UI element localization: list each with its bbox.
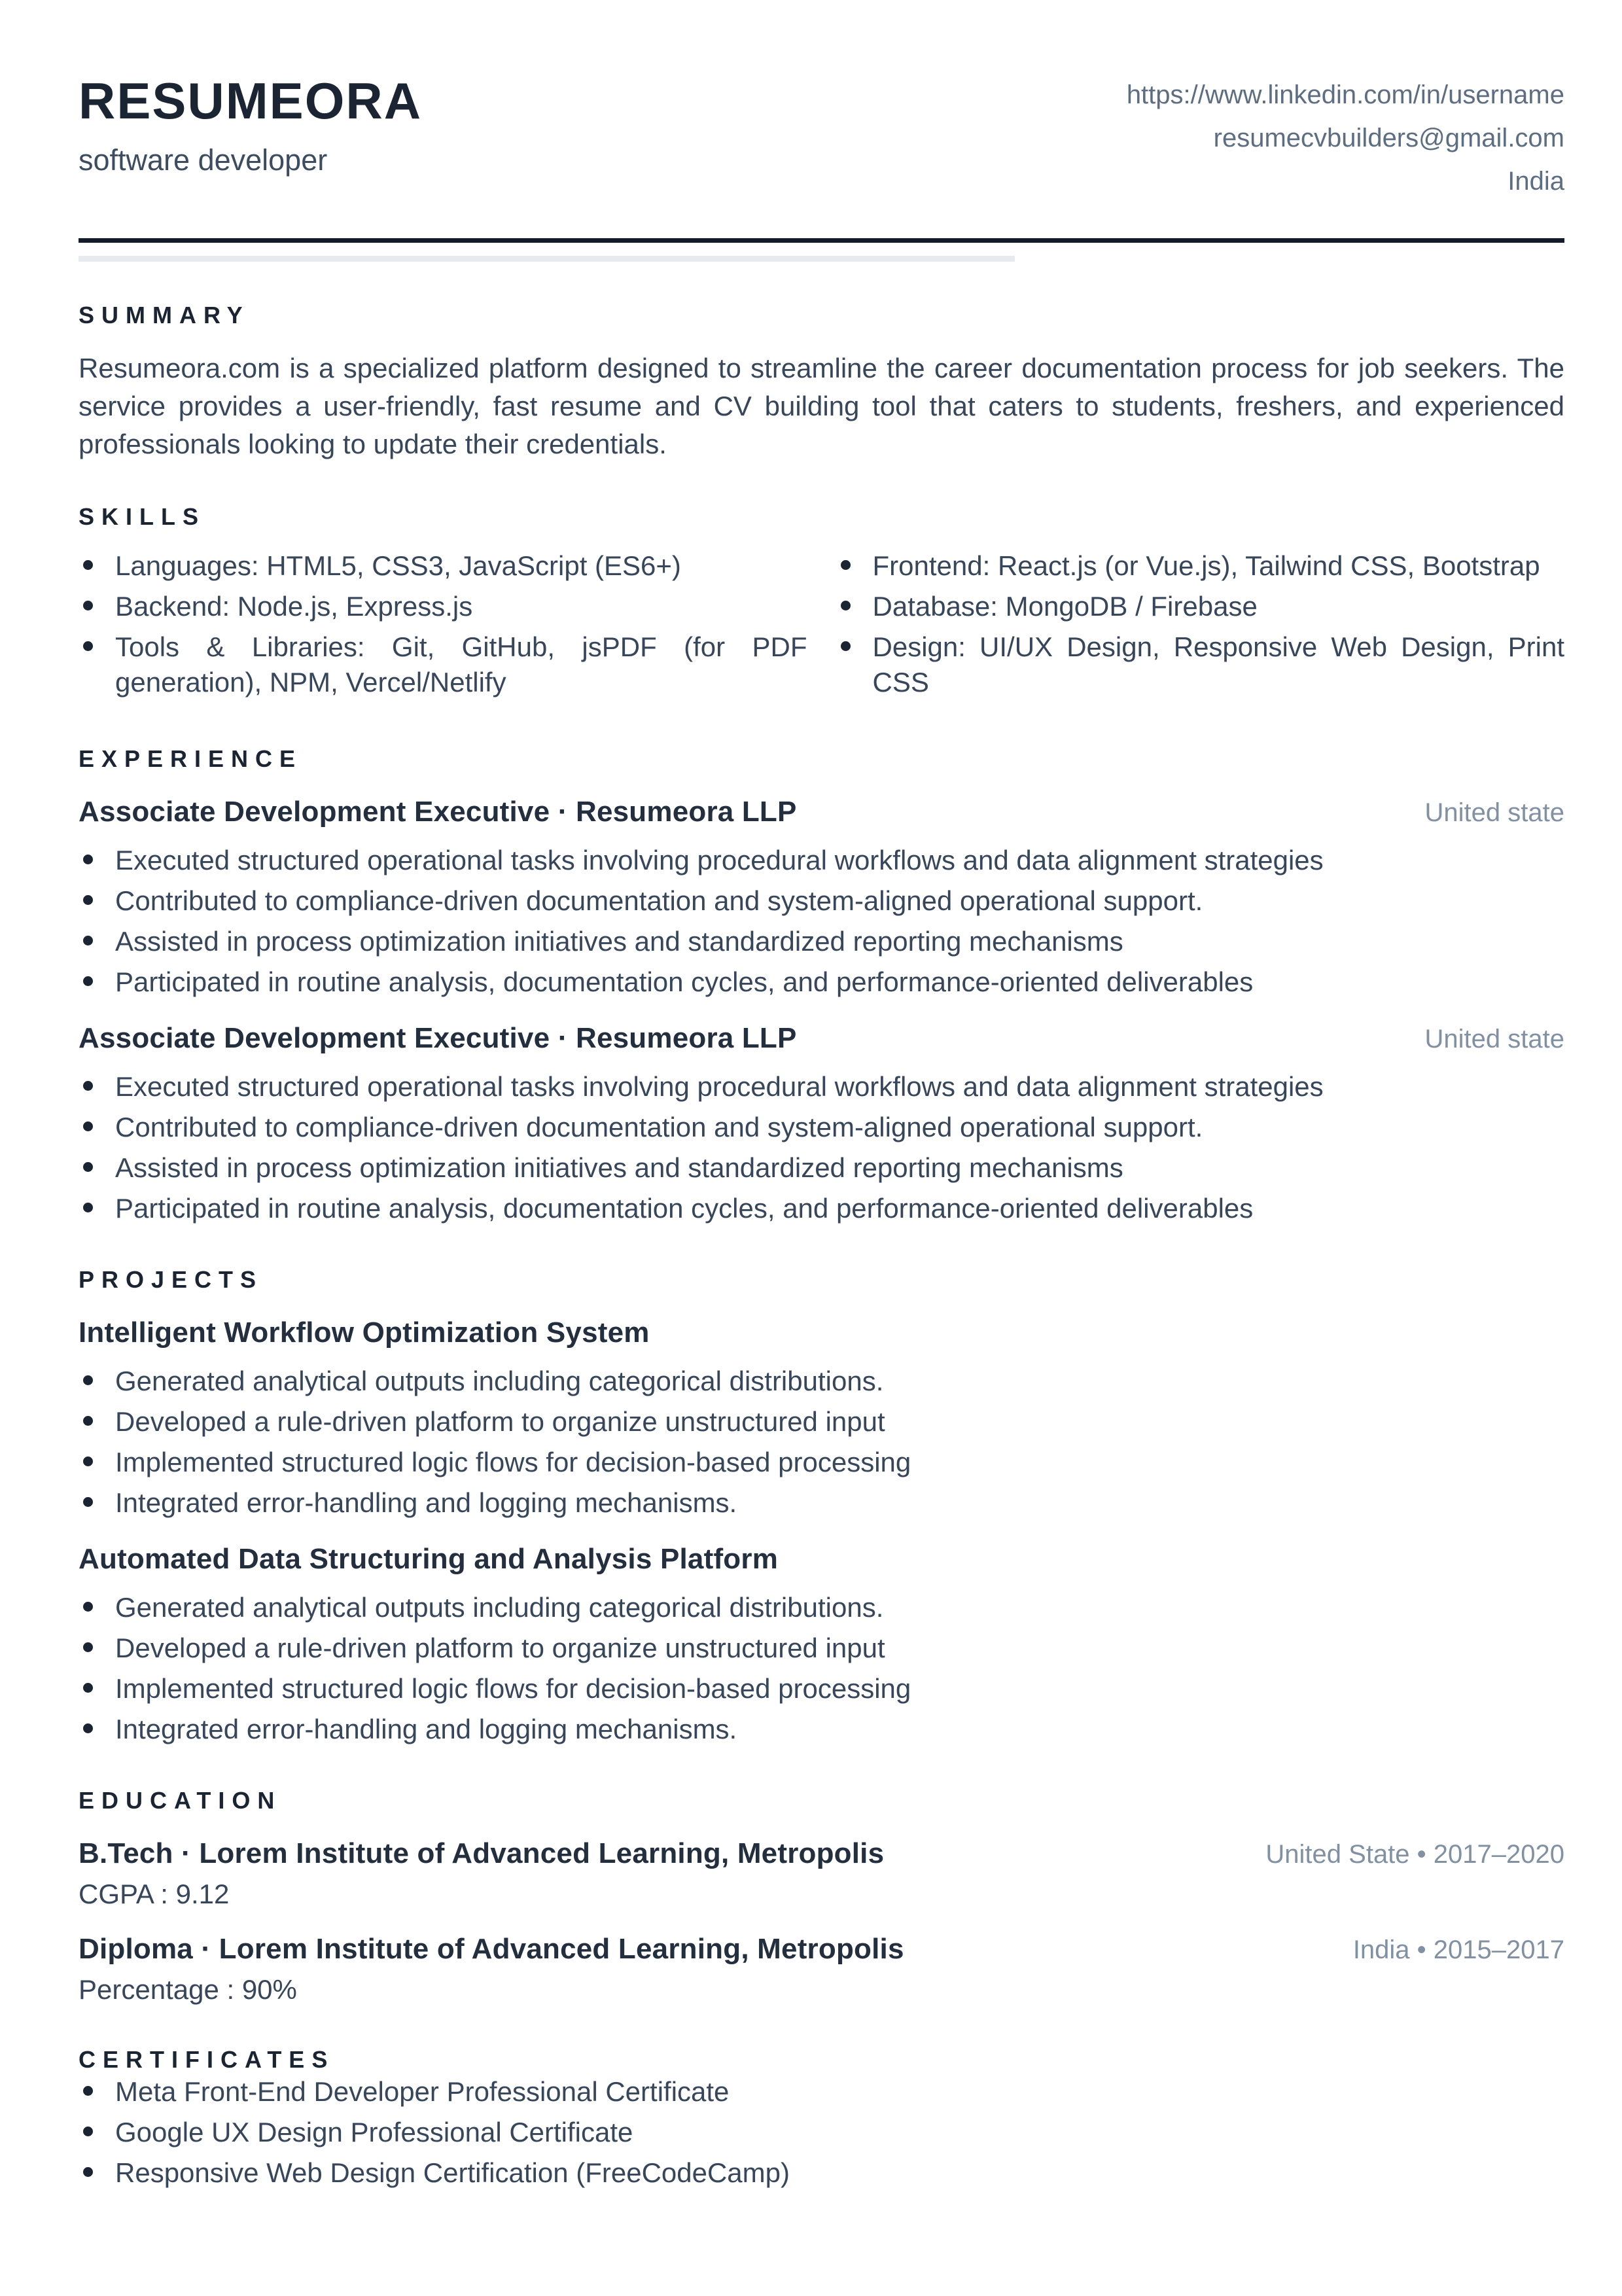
project-bullet: Developed a rule-driven platform to organize unstructured input — [79, 1404, 1564, 1439]
skills-column-right — [836, 548, 1565, 705]
project-bullets — [79, 1590, 1564, 1747]
summary-text: Resumeora.com is a specialized platform designed to streamline the career documentation process for job seekers. The service provides a user-friendly, fast resume and CV building tool that caters to students, freshers, and experienced professionals looking to update their credentials. — [79, 353, 1564, 459]
section-heading-summary: SUMMARY — [79, 302, 250, 328]
certificate-item: Responsive Web Design Certification (FreeCodeCamp) — [79, 2155, 1564, 2191]
project-bullet: Integrated error-handling and logging mechanisms. — [79, 1712, 1564, 1747]
certificates-list — [79, 2074, 1564, 2191]
experience-bullets — [79, 1069, 1564, 1226]
experience-bullet: Executed structured operational tasks involving procedural workflows and data alignment strategies — [79, 1069, 1564, 1104]
education-title: Diploma · Lorem Institute of Advanced Learning, Metropolis — [79, 1933, 904, 1965]
project-entry-2 — [79, 1543, 1564, 1747]
project-bullet: Implemented structured logic flows for decision-based processing — [79, 1445, 1564, 1480]
experience-bullet: Assisted in process optimization initiatives and standardized reporting mechanisms — [79, 924, 1564, 959]
experience-location: United state — [1424, 1025, 1564, 1053]
project-bullet: Integrated error-handling and logging mechanisms. — [79, 1485, 1564, 1521]
experience-bullet: Executed structured operational tasks involving procedural workflows and data alignment strategies — [79, 843, 1564, 878]
project-bullet: Implemented structured logic flows for decision-based processing — [79, 1671, 1564, 1706]
experience-title: Associate Development Executive · Resumeora LLP — [79, 796, 797, 828]
experience-bullet: Participated in routine analysis, documentation cycles, and performance-oriented deliverables — [79, 1191, 1564, 1226]
section-education — [79, 1786, 1564, 2006]
section-projects — [79, 1265, 1564, 1747]
identity-block — [79, 73, 422, 177]
skill-item: Frontend: React.js (or Vue.js), Tailwind CSS, Bootstrap — [836, 548, 1565, 584]
skill-item: Backend: Node.js, Express.js — [79, 589, 807, 624]
skills-grid — [79, 548, 1564, 705]
experience-entry-2 — [79, 1022, 1564, 1226]
education-detail: Percentage : 90% — [79, 1974, 297, 2005]
name: RESUMEORA — [79, 72, 423, 130]
experience-entry-header — [79, 796, 1564, 828]
experience-bullet: Contributed to compliance-driven documentation and system-aligned operational support. — [79, 1110, 1564, 1145]
project-bullet: Developed a rule-driven platform to organize unstructured input — [79, 1631, 1564, 1666]
education-entry-2 — [79, 1933, 1564, 2006]
divider-rule-secondary — [79, 256, 1015, 262]
section-heading-certificates: CERTIFICATES — [79, 2046, 335, 2073]
certificate-item: Google UX Design Professional Certificate — [79, 2115, 1564, 2150]
location-text: India — [1507, 167, 1564, 196]
skill-item: Tools & Libraries: Git, GitHub, jsPDF (for PDF generation), NPM, Vercel/Netlify — [79, 629, 807, 700]
education-meta: United State • 2017–2020 — [1265, 1840, 1564, 1869]
project-title: Intelligent Workflow Optimization System — [79, 1316, 650, 1349]
section-summary — [79, 301, 1564, 463]
experience-entry-header — [79, 1022, 1564, 1055]
education-entry-header — [79, 1933, 1564, 1966]
experience-title: Associate Development Executive · Resumeora LLP — [79, 1022, 797, 1054]
experience-bullet: Contributed to compliance-driven documentation and system-aligned operational support. — [79, 883, 1564, 919]
header — [79, 73, 1564, 203]
section-heading-projects: PROJECTS — [79, 1266, 264, 1293]
section-heading-education: EDUCATION — [79, 1787, 282, 1814]
contact-info — [1127, 73, 1564, 203]
certificate-item: Meta Front-End Developer Professional Certificate — [79, 2074, 1564, 2110]
education-detail: CGPA : 9.12 — [79, 1879, 230, 1909]
skill-item: Design: UI/UX Design, Responsive Web Design, Print CSS — [836, 629, 1565, 700]
skill-item: Languages: HTML5, CSS3, JavaScript (ES6+) — [79, 548, 807, 584]
job-title: software developer — [79, 143, 328, 177]
section-skills — [79, 503, 1564, 705]
section-certificates — [79, 2045, 1564, 2191]
education-entry-1 — [79, 1837, 1564, 1911]
section-heading-experience: EXPERIENCE — [79, 745, 303, 772]
skill-item: Database: MongoDB / Firebase — [836, 589, 1565, 624]
project-bullet: Generated analytical outputs including categorical distributions. — [79, 1590, 1564, 1625]
experience-bullets — [79, 843, 1564, 1000]
linkedin-link[interactable]: https://www.linkedin.com/in/username — [1126, 80, 1564, 109]
section-heading-skills: SKILLS — [79, 503, 206, 530]
experience-bullet: Participated in routine analysis, documentation cycles, and performance-oriented deliverables — [79, 964, 1564, 1000]
email-link[interactable]: resumecvbuilders@gmail.com — [1213, 124, 1564, 152]
skills-column-left — [79, 548, 807, 705]
project-bullet: Generated analytical outputs including categorical distributions. — [79, 1364, 1564, 1399]
project-title: Automated Data Structuring and Analysis Platform — [79, 1543, 779, 1575]
project-entry-1 — [79, 1316, 1564, 1521]
experience-entry-1 — [79, 796, 1564, 1000]
experience-bullet: Assisted in process optimization initiatives and standardized reporting mechanisms — [79, 1150, 1564, 1186]
section-experience — [79, 745, 1564, 1226]
experience-location: United state — [1424, 798, 1564, 827]
education-entry-header — [79, 1837, 1564, 1870]
education-meta: India • 2015–2017 — [1352, 1935, 1564, 1964]
education-title: B.Tech · Lorem Institute of Advanced Learning, Metropolis — [79, 1837, 885, 1869]
divider-rule — [79, 238, 1564, 243]
project-bullets — [79, 1364, 1564, 1521]
